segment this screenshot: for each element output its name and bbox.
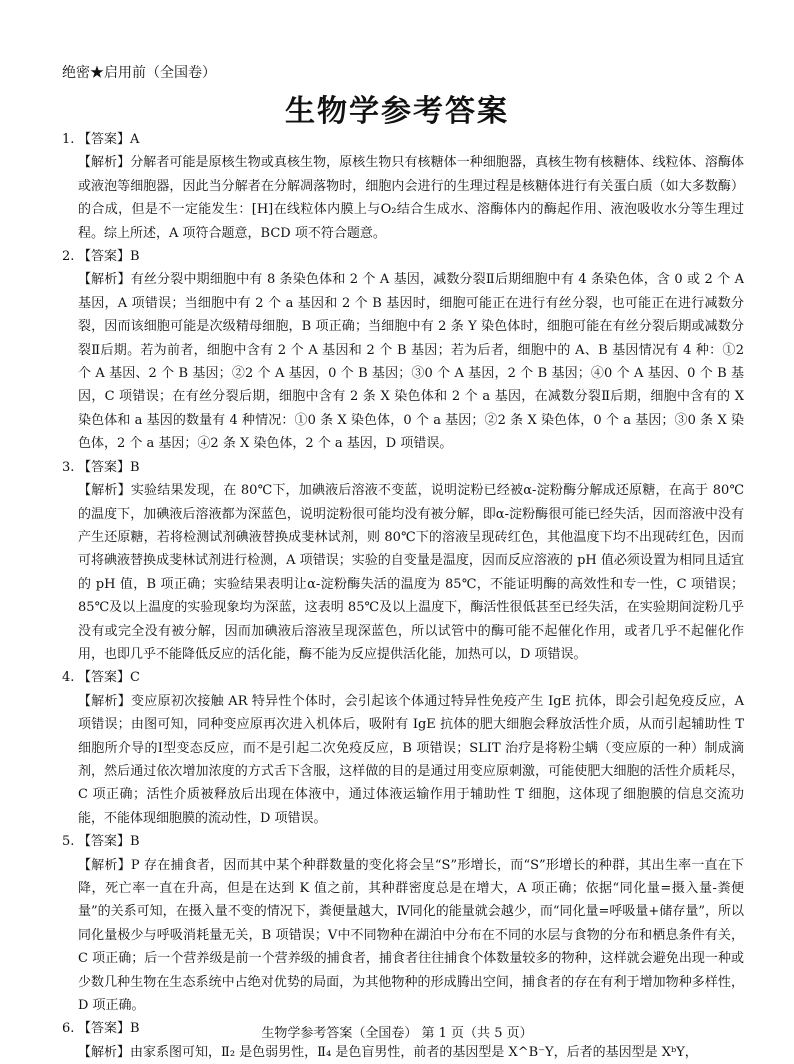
page-title: 生物学参考答案	[285, 94, 509, 129]
question-number: 2.	[62, 249, 75, 265]
question-block-2	[62, 245, 744, 456]
answer-text: 【答案】B	[78, 834, 140, 850]
answer-text: 【答案】B	[78, 249, 140, 265]
analysis-text: 【解析】由家系图可知，Ⅱ₂ 是色弱男性，Ⅱ₄ 是色盲男性，前者的基因型是 X^B⁻Y，后者的基因型是 XᵇY，	[78, 1044, 698, 1060]
question-block-3	[62, 456, 744, 667]
question-number: 1.	[62, 132, 75, 147]
question-block-1	[62, 128, 744, 245]
analysis-text: 【解析】P 存在捕食者，因而其中某个种群数量的变化将会呈“S”形增长，而“S”形增长的种群，其出生率一直在下降，死亡率一直在升高，但是在达到 K 值之前，其种群密度总是在增大，A 项正确；依据“同化量=摄入量-粪便量”的关系可知，在摄入量不变的情况下，粪便量越大，Ⅳ同化的能量就会越少，而“同化量=呼吸量+储存量”，所以同化量极少与呼吸消耗量无关，B 项错误；Ⅴ中不同物种在湖泊中分布在不同的水层与食物的分布和栖息条件有关，C 项正确；后一个营养级是前一个营养级的捕食者，捕食者往往捕食个体数量较多的物种，这样就会避免出现一种或少数几种生物在生态系统中占绝对优势的局面，为其他物种的形成腾出空间，捕食者的存在有利于增加物种多样性，D 项正确。	[78, 857, 744, 1014]
question-number: 4.	[62, 670, 75, 686]
question-block-5	[62, 830, 744, 1017]
answer-line	[62, 128, 744, 151]
question-block-4	[62, 666, 744, 830]
question-number: 6.	[62, 1021, 75, 1037]
secret-label: 绝密★启用前（全国卷）	[62, 65, 216, 81]
analysis-text: 【解析】有丝分裂中期细胞中有 8 条染色体和 2 个 A 基因，减数分裂Ⅱ后期细胞中有 4 条染色体，含 0 或 2 个 A 基因，A 项错误；当细胞中有 2 个 a 基因和 2 个 B 基因时，细胞可能正在进行有丝分裂，也可能正在进行减数分裂，因而该细胞可能是次级精母细胞，B 项正确；当细胞中有 2 条 Y 染色体时，细胞可能在有丝分裂后期或减数分裂Ⅱ后期。若为前者，细胞中含有 2 个 A 基因和 2 个 B 基因；若为后者，细胞中的 A、B 基因情况有 4 种：①2 个 A 基因、2 个 B 基因；②2 个 A 基因，0 个 B 基因；③0 个 A 基因，2 个 B 基因；④0 个 A 基因、0 个 B 基因，C 项错误；在有丝分裂后期，细胞中含有 2 条 X 染色体和 2 个 a 基因，在减数分裂Ⅱ后期，细胞中含有的 X 染色体和 a 基因的数量有 4 种情况：①0 条 X 染色体，0 个 a 基因；②2 条 X 染色体，0 个 a 基因；③0 条 X 染色体，2 个 a 基因；④2 条 X 染色体，2 个 a 基因，D 项错误。	[78, 272, 744, 452]
analysis-text: 【解析】变应原初次接触 AR 特异性个体时，会引起该个体通过特异性免疫产生 IgE 抗体，即会引起免疫反应，A 项错误；由图可知，同种变应原再次进入机体后，吸附有 IgE 抗体的肥大细胞会释放活性介质，从而引起辅助性 T 细胞所介导的Ⅰ型变态反应，而不是引起二次免疫反应，B 项错误；SLIT 治疗是将粉尘螨（变应原的一种）制成滴剂，然后通过依次增加浓度的方式舌下含服，这样做的目的是通过用变应原刺激，可能使肥大细胞的活性介质耗尽，C 项正确；活性介质被释放后出现在体液中，通过体液运输作用于辅助性 T 细胞，这体现了细胞膜的信息交流功能，不能体现细胞膜的流动性，D 项错误。	[78, 693, 744, 826]
page-footer: 生物学参考答案（全国卷） 第 1 页（共 5 页）	[261, 1026, 533, 1041]
answer-line	[62, 245, 744, 268]
answer-text: 【答案】C	[78, 670, 140, 686]
question-number: 3.	[62, 459, 75, 475]
answers-content	[62, 128, 744, 1064]
question-number: 5.	[62, 834, 75, 850]
answer-line	[62, 666, 744, 689]
answer-line	[62, 456, 744, 479]
answer-line	[62, 830, 744, 853]
answer-text: 【答案】B	[78, 459, 140, 475]
answer-text: 【答案】A	[78, 132, 140, 147]
answer-text: 【答案】B	[78, 1021, 140, 1037]
analysis-text: 【解析】实验结果发现，在 80℃下，加碘液后溶液不变蓝，说明淀粉已经被α-淀粉酶分解成还原糖，在高于 80℃的温度下，加碘液后溶液都为深蓝色，说明淀粉很可能均没有被分解，即α-淀粉酶很可能已经失活，因而溶液中没有产生还原糖，若将检测试剂碘液替换成斐林试剂，则 80℃下的溶液呈现砖红色，其他温度下均不出现砖红色，因而可将碘液替换成斐林试剂进行检测，A 项错误；实验的自变量是温度，因而反应溶液的 pH 值必须设置为相同且适宜的 pH 值，B 项正确；实验结果表明让α-淀粉酶失活的温度为 85℃，不能证明酶的高效性和专一性，C 项错误；85℃及以上温度的实验现象均为深蓝，这表明 85℃及以上温度下，酶活性很低甚至已经失活，在实验期间淀粉几乎没有或完全没有被分解，因而加碘液后溶液呈现深蓝色，所以试管中的酶可能不起催化作用，或者几乎不起催化作用，也即几乎不能降低反应的活化能，酶不能为反应提供活化能，加热可以，D 项错误。	[78, 483, 744, 662]
analysis-text: 【解析】分解者可能是原核生物或真核生物，原核生物只有核糖体一种细胞器，真核生物有核糖体、线粒体、溶酶体或液泡等细胞器，因此当分解者在分解凋落物时，细胞内会进行的生理过程是核糖体进行有关蛋白质（如大多数酶）的合成，但是不一定能发生：[H]在线粒体内膜上与O₂结合生成水、溶酶体内的酶起作用、液泡吸收水分等生理过程。综上所述，A 项符合题意，BCD 项不符合题意。	[78, 155, 744, 241]
